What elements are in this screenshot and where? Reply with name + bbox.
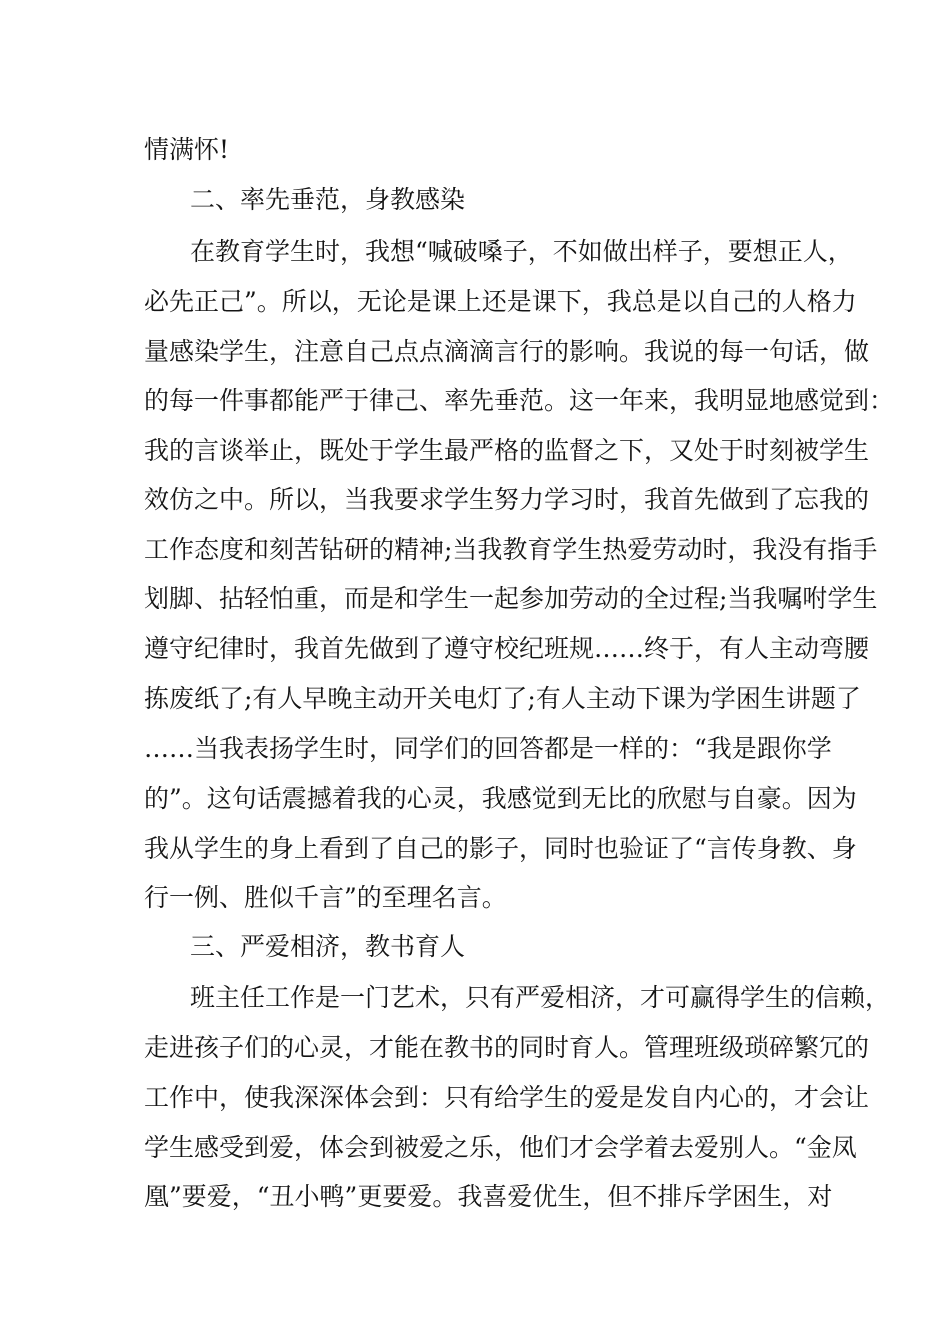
- text-line: 走进孩子们的心灵，才能在教书的同时育人。管理班级琐碎繁冗的: [144, 1033, 870, 1062]
- text-line: 工作中，使我深深体会到：只有给学生的爱是发自内心的，才会让: [144, 1083, 870, 1112]
- text-line: 效仿之中。所以，当我要求学生努力学习时，我首先做到了忘我的: [144, 485, 870, 514]
- text-line: 我从学生的身上看到了自己的影子，同时也验证了“言传身教、身: [144, 834, 857, 863]
- text-line: 的每一件事都能严于律己、率先垂范。这一年来，我明显地感觉到：: [144, 386, 895, 415]
- text-line: 学生感受到爱，体会到被爱之乐，他们才会学着去爱别人。“金凤: [144, 1133, 857, 1162]
- text-line: 情满怀!: [144, 135, 230, 164]
- section-heading: 二、率先垂范，身教感染: [190, 185, 466, 214]
- text-line: 拣废纸了;有人早晚主动开关电灯了;有人主动下课为学困生讲题了: [144, 684, 861, 713]
- text-line: 量感染学生，注意自己点点滴滴言行的影响。我说的每一句话，做: [144, 337, 870, 366]
- text-line: 划脚、拈轻怕重，而是和学生一起参加劳动的全过程;当我嘱咐学生: [144, 584, 878, 613]
- text-line: 在教育学生时，我想“喊破嗓子，不如做出样子，要想正人，: [190, 237, 853, 266]
- section-heading: 三、严爱相济，教书育人: [190, 932, 466, 961]
- text-line: 班主任工作是一门艺术，只有严爱相济，才可赢得学生的信赖，: [190, 983, 891, 1012]
- text-line: 遵守纪律时，我首先做到了遵守校纪班规……终于，有人主动弯腰: [144, 634, 870, 663]
- text-line: 凰”要爱，“丑小鸭”更要爱。我喜爱优生，但不排斥学困生，对: [144, 1182, 833, 1211]
- text-line: 我的言谈举止，既处于学生最严格的监督之下，又处于时刻被学生: [144, 436, 870, 465]
- text-line: 工作态度和刻苦钻研的精神;当我教育学生热爱劳动时，我没有指手: [144, 535, 878, 564]
- text-line: 的”。这句话震撼着我的心灵，我感觉到无比的欣慰与自豪。因为: [144, 784, 857, 813]
- text-line: 必先正己”。所以，无论是课上还是课下，我总是以自己的人格力: [144, 287, 857, 316]
- text-line: 行一例、胜似千言”的至理名言。: [144, 883, 507, 912]
- text-line: ……当我表扬学生时，同学们的回答都是一样的：“我是跟你学: [144, 734, 832, 763]
